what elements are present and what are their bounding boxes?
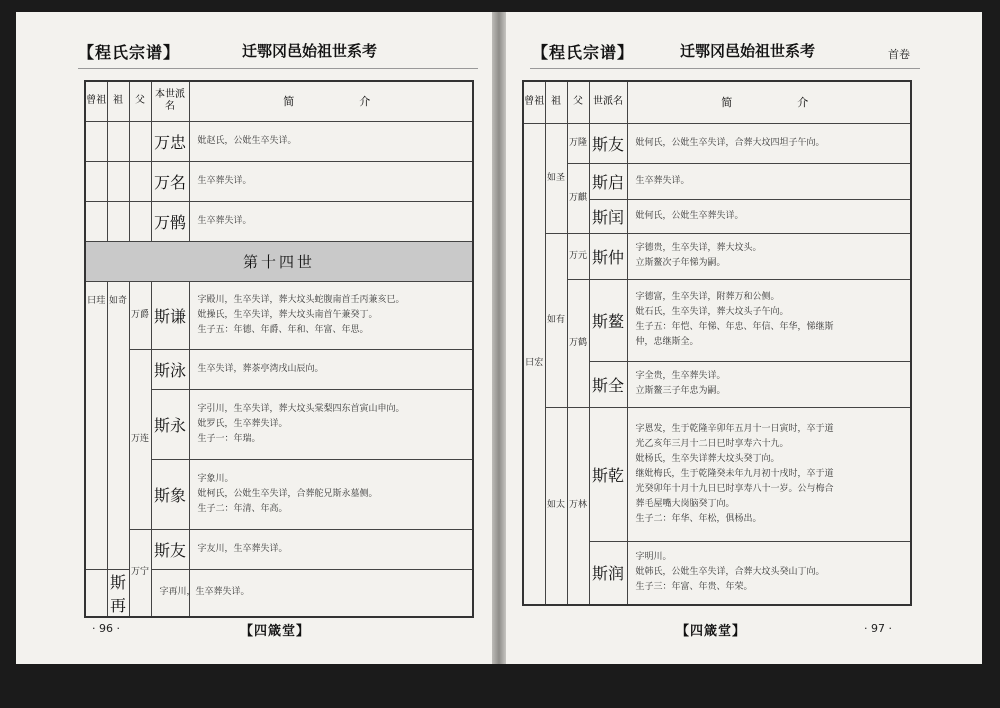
person-name: 斯永 [151, 389, 189, 459]
col-header-name: 世派名 [589, 81, 627, 123]
relation-grandfather: 如有 [545, 233, 567, 407]
col-header-grandfather: 祖 [107, 81, 129, 121]
person-name: 万名 [151, 161, 189, 201]
person-intro: 生卒葬失详。 [189, 201, 473, 241]
person-name: 斯闰 [589, 199, 627, 233]
col-header-great-grandfather: 曾祖 [523, 81, 545, 123]
person-name: 斯再 [107, 569, 129, 617]
person-name: 斯友 [589, 123, 627, 163]
brand-title: 【程氏宗谱】 [78, 43, 181, 62]
col-header-father: 父 [129, 81, 151, 121]
genealogy-table-right [522, 80, 912, 606]
page-number: · 96 · [92, 622, 120, 635]
relation-father: 万鹤 [567, 279, 589, 407]
publisher-mark: 【四箴堂】 [240, 624, 311, 639]
person-intro: 字再川，生卒葬失详。 [151, 569, 189, 617]
col-header-intro: 简 介 [189, 81, 473, 121]
brand-title: 【程氏宗谱】 [532, 43, 635, 62]
col-header-great-grandfather: 曾祖 [85, 81, 107, 121]
person-intro: 字殿川，生卒失详，葬大坟头蛇腹南首壬丙兼亥巳。 妣操氏，生卒失详，葬大坟头南首午兼癸丁。 生子五：年德、年爵、年和、年富、年思。 [189, 281, 473, 349]
person-intro: 生卒失详，葬茶亭湾戌山辰向。 [189, 349, 473, 389]
relation-father: 万连 [129, 349, 151, 529]
person-intro: 生卒葬失详。 [189, 161, 473, 201]
genealogy-table-left [84, 80, 474, 618]
relation-great-grandfather: 曰宏 [523, 123, 545, 605]
person-intro: 生卒葬失详。 [627, 163, 911, 199]
col-header-grandfather: 祖 [545, 81, 567, 123]
header-rule [530, 68, 920, 69]
col-header-father: 父 [567, 81, 589, 123]
person-name: 万鹘 [151, 201, 189, 241]
volume-label: 首卷 [888, 48, 910, 61]
relation-father: 万元 [567, 233, 589, 279]
relation-father: 万宁 [129, 529, 151, 617]
person-intro: 字引川，生卒失详，葬大坟头棠梨四东首寅山申向。 妣罗氏，生卒葬失详。 生子一：年瑞。 [189, 389, 473, 459]
person-intro: 妣何氏，公妣生卒失详，合葬大坟四坦子午向。 [627, 123, 911, 163]
relation-grandfather: 如奇 [107, 281, 129, 569]
relation-grandfather: 曰珪 [85, 281, 107, 569]
relation-father: 万林 [567, 407, 589, 605]
person-name: 斯友 [151, 529, 189, 569]
person-name: 斯全 [589, 361, 627, 407]
person-intro: 字德贵，生卒失详，葬大坟头。 立斯鳌次子年悌为嗣。 [627, 233, 911, 279]
person-intro: 字象川。 妣柯氏，公妣生卒失详，合葬舵兄斯永墓侧。 生子二：年清、年高。 [189, 459, 473, 529]
person-name: 斯象 [151, 459, 189, 529]
person-intro: 字恩发，生于乾隆辛卯年五月十一日寅时，卒于道 光乙亥年三月十二日巳时享寿六十九。 妣杨氏，生卒失详葬大坟头癸丁向。 继妣梅氏，生于乾隆癸未年九月初十戌时，卒于道 光癸卯年十月十九日巳时享寿八十一岁。公与梅合 葬毛屋嘴大岗脑癸丁向。 生子二：年华、年松，俱杨出。 [627, 407, 911, 541]
person-intro: 字德富，生卒失详，附葬万和公侧。 妣石氏，生卒失详，葬大坟头子午向。 生子五：年恺、年悌、年忠、年信、年华，悌继斯 仲，忠继斯全。 [627, 279, 911, 361]
relation-grandfather: 如圣 [545, 123, 567, 233]
generation-banner: 第十四世 [85, 241, 473, 281]
person-intro: 字全贵，生卒葬失详。 立斯鳌三子年忠为嗣。 [627, 361, 911, 407]
person-name: 斯仲 [589, 233, 627, 279]
person-name: 斯润 [589, 541, 627, 605]
person-intro: 妣赵氏，公妣生卒失详。 [189, 121, 473, 161]
person-name: 斯泳 [151, 349, 189, 389]
relation-father: 万麒 [567, 163, 589, 233]
col-header-name: 本世派名 [151, 81, 189, 121]
publisher-mark: 【四箴堂】 [676, 624, 747, 639]
person-intro: 字明川。 妣韩氏，公妣生卒失详，合葬大坟头癸山丁向。 生子三：年富、年贵、年荣。 [627, 541, 911, 605]
person-intro: 字友川，生卒葬失详。 [189, 529, 473, 569]
person-name: 斯乾 [589, 407, 627, 541]
person-name: 万忠 [151, 121, 189, 161]
person-intro: 妣何氏，公妣生卒葬失详。 [627, 199, 911, 233]
relation-grandfather: 如太 [545, 407, 567, 605]
relation-father: 万爵 [129, 281, 151, 349]
relation-father: 万隆 [567, 123, 589, 163]
col-header-intro: 简 介 [627, 81, 911, 123]
page-number: · 97 · [864, 622, 892, 635]
book-gutter [492, 12, 506, 664]
header-rule [78, 68, 478, 69]
page-title: 迁鄂冈邑始祖世系考 [242, 42, 378, 60]
person-name: 斯谦 [151, 281, 189, 349]
person-name: 斯鳌 [589, 279, 627, 361]
person-name: 斯启 [589, 163, 627, 199]
page-title: 迁鄂冈邑始祖世系考 [680, 42, 816, 60]
